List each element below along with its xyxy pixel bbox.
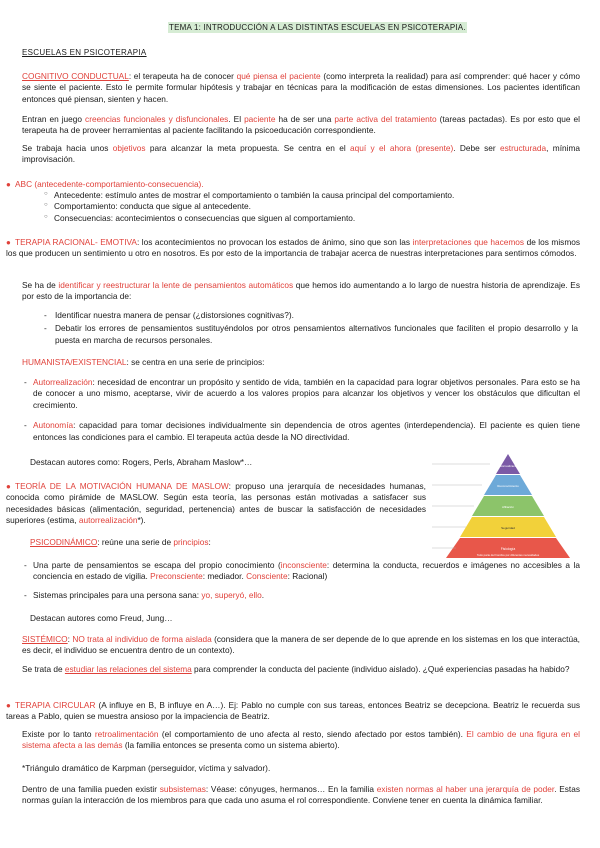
circular-paragraph-4: Dentro de una familia pueden existir subsistemas: Véase: cónyuges, hermanos… En la familia existen normas al haber una jerarquía de poder. Estas normas guían la interacción de los miembros para que cada uno asuma el rol correspondiente. Conviene tener en cuenta la dinámica familiar. [22,784,580,806]
circular-paragraph-1: ● TERAPIA CIRCULAR (A influye en B, B influye en A…). Ej: Pablo no cumple con sus tareas, entonces Beatriz se decepciona. Beatriz le recuerda sus tareas a Pablo, quien se muestra ansioso por la impaciencia de Beatriz. [6,700,580,722]
bullet-icon: ● [6,238,11,247]
page-title: TEMA 1: INTRODUCCIÓN A LAS DISTINTAS ESCUELAS EN PSICOTERAPIA. [169,23,466,32]
humanista-intro: HUMANISTA/EXISTENCIAL: se centra en una serie de principios: [22,357,265,367]
bullet-icon: ● [6,180,11,189]
cognitivo-label: COGNITIVO CONDUCTUAL [22,71,129,81]
pyramid-label: Autorrealización [497,464,519,468]
cognitivo-paragraph-1: COGNITIVO CONDUCTUAL: el terapeuta ha de conocer qué piensa el paciente (como interpreta la realidad) para así comprender: qué hacer y cómo se siente el paciente. Esto le permite formular hipótesis y trabajar en técnicas para la modificación de estas dimensiones. Los pacientes identifican entonces qué piensan, sienten y hacen. [22,71,580,104]
racional-paragraph-2: Se ha de identificar y reestructurar la lente de pensamientos automáticos que hemos ido aumentando a lo largo de nuestra historia de aprendizaje. Es por esto de la importancia de: [22,280,580,302]
list-item: - Autorrealización: necesidad de encontrar un propósito y sentido de vida, también en la capacidad para lograr objetivos personales. Para esto se ha de conocer a uno mismo, aceptarse, vivir de acuerdo a los valores propios para alcanzar los objetivos y vencer los obstáculos que dificultan el crecimiento. [22,377,580,411]
list-item: ○ Antecedente: estímulo antes de mostrar el comportamiento o también la causa principal del comportamiento. [44,190,544,201]
sistemico-paragraph-1: SISTÉMICO: NO trata al individuo de forma aislada (considera que la manera de ser depende de lo que aprende en los sistemas en los que interactúa, es decir, el individuo se encuentra dentro de un contexto). [22,634,580,656]
maslow-pyramid-image [430,452,586,562]
cognitivo-paragraph-3: Se trabaja hacia unos objetivos para alcanzar la meta propuesta. Se centra en el aquí y el ahora (presente). Debe ser estructurada, mínima improvisación. [22,143,580,165]
list-item: - Una parte de pensamientos se escapa del propio conocimiento (inconsciente: determina la conducta, recuerdos e imágenes no accesibles a la conciencia en estado de vigilia. Preconsciente: mediador. Consciente: Racional) [22,560,580,583]
circular-paragraph-3: *Triángulo dramático de Karpman (perseguidor, víctima y salvador). [22,763,271,773]
list-item: - Autonomía: capacidad para tomar decisiones individualmente sin dependencia de otros agentes (interdependencia). El paciente es quien tiene entonces las condiciones para el cambio. El terapeuta actúa desde la NO directividad. [22,420,580,443]
pyramid-label: Afiliación [501,505,515,509]
psicodinamico-intro: PSICODINÁMICO: reúne una serie de principios: [30,537,211,547]
racional-paragraph-1: ● TERAPIA RACIONAL- EMOTIVA: los acontecimientos no provocan los estados de ánimo, sino que son las interpretaciones que hacemos de los mismos los que producen un sentimiento u otro en nosotros. Es por esto de la importancia de trabajar acerca de nuestras interpretaciones para sentirnos cómodos. [6,237,580,259]
section-heading: ESCUELAS EN PSICOTERAPIA [22,48,147,57]
pyramid-label: Fisiología [500,547,516,551]
abc-list [44,190,544,224]
bullet-icon: ● [6,482,11,491]
list-item: - Identificar nuestra manera de pensar (¿distorsiones cognitivas?). [44,310,578,321]
list-item: - Debatir los errores de pensamientos sustituyéndolos por otros pensamientos alternativos funcionales que faciliten el propio desarrollo y la puesta en marcha de recursos personales. [44,323,578,346]
humanista-authors: Destacan autores como: Rogers, Perls, Abraham Maslow*… [30,457,253,467]
circular-paragraph-2: Existe por lo tanto retroalimentación (el comportamiento de uno afecta al resto, siendo afectado por estos también). El cambio de una figura en el sistema afecta a las demás (la familia entonces se presenta como un sistema abierto). [22,729,581,751]
racional-list [44,310,578,348]
bullet-icon: ● [6,701,11,710]
list-item: ○ Consecuencias: acontecimientos o consecuencias que siguen al comportamiento. [44,213,544,224]
sistemico-paragraph-2: Se trata de estudiar las relaciones del sistema para comprender la conducta del paciente (individuo aislado). ¿Qué experiencias pasadas ha habido? [22,664,570,674]
list-item: - Sistemas principales para una persona sana: yo, superyó, ello. [22,590,580,601]
list-item: ○ Comportamiento: conducta que sigue al antecedente. [44,201,544,212]
abc-bullet: ● ABC (antecedente-comportamiento-consecuencia). [6,179,204,189]
humanista-list [22,377,580,452]
psicodinamico-list [22,560,580,610]
pyramid-label: Reconocimiento [497,484,519,488]
pyramid-label: Seguridad [501,526,515,530]
cognitivo-paragraph-2: Entran en juego creencias funcionales y disfuncionales. El paciente ha de ser una parte activa del tratamiento (tareas pactadas). Es por esto que el terapeuta ha de proveer herramientas al paciente facilitando la psicoeducación correspondiente. [22,114,581,136]
psicodinamico-authors: Destacan autores como Freud, Jung… [30,613,173,623]
pyramid-base-text: Todo parte del hombre por diferentes necesidades [476,553,540,557]
maslow-paragraph: ● TEORÍA DE LA MOTIVACIÓN HUMANA DE MASLOW: propuso una jerarquía de necesidades humanas, conocida como pirámide de MASLOW. Según esta teoría, las personas están motivadas a satisfacer sus necesidades básicas (alimentación, seguridad, pertenencia) antes de buscar la satisfacción de necesidades superiores (estima, autorrealización*). [6,481,426,526]
